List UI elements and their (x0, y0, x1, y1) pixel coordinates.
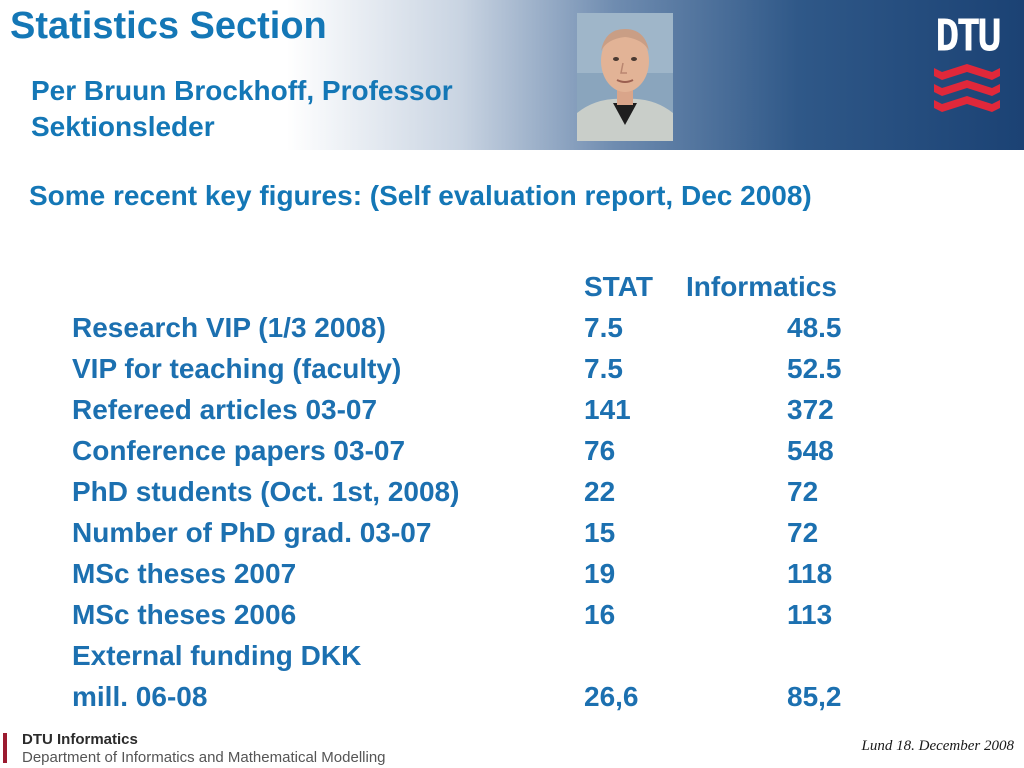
stat-value: 7.5 (584, 312, 623, 343)
dtu-logo-icon (930, 10, 1004, 120)
informatics-value: 52.5 (787, 353, 842, 384)
row-label: Refereed articles 03-07 (72, 394, 378, 425)
row-label: Number of PhD grad. 03-07 (72, 517, 432, 548)
informatics-value: 85,2 (787, 681, 842, 712)
presenter-role: Sektionsleder (31, 111, 215, 142)
row-label: MSc theses 2006 (72, 599, 297, 630)
footer-accent-bar (3, 733, 7, 763)
table-row (72, 348, 972, 389)
table-row (72, 389, 972, 430)
table-row (72, 512, 972, 553)
row-label: Conference papers 03-07 (72, 435, 406, 466)
informatics-value: 372 (787, 394, 834, 425)
stat-value: 19 (584, 558, 616, 589)
stat-value: 76 (584, 435, 616, 466)
informatics-value: 72 (787, 476, 819, 507)
informatics-value: 48.5 (787, 312, 842, 343)
presenter-name: Per Bruun Brockhoff, Professor (31, 75, 453, 106)
row-label: Research VIP (1/3 2008) (72, 312, 386, 343)
stat-value: 7.5 (584, 353, 623, 384)
table-row (72, 553, 972, 594)
section-heading: Some recent key figures: (Self evaluation report, Dec 2008) (29, 180, 812, 211)
key-figures-table (72, 266, 972, 717)
row-label: External funding DKK (72, 640, 362, 671)
dtu-logo-text: DTU (935, 10, 999, 62)
column-header-informatics: Informatics (686, 271, 837, 302)
informatics-value: 548 (787, 435, 834, 466)
table-row (72, 635, 972, 676)
table-header-row (72, 266, 972, 307)
table-row (72, 676, 972, 717)
page-title: Statistics Section (10, 5, 327, 47)
informatics-value: 72 (787, 517, 819, 548)
row-label: mill. 06-08 (72, 681, 208, 712)
row-label: PhD students (Oct. 1st, 2008) (72, 476, 460, 507)
table-row (72, 307, 972, 348)
footer-department: Department of Informatics and Mathematical Modelling (22, 749, 386, 766)
footer-brand: DTU Informatics (22, 731, 138, 748)
informatics-value: 118 (787, 558, 833, 589)
column-header-stat: STAT (584, 271, 653, 302)
portrait-photo (577, 13, 673, 141)
stat-value: 26,6 (584, 681, 639, 712)
table-row (72, 594, 972, 635)
stat-value: 141 (584, 394, 631, 425)
table-row (72, 471, 972, 512)
stat-value: 22 (584, 476, 616, 507)
footer-date: Lund 18. December 2008 (861, 738, 1014, 754)
row-label: VIP for teaching (faculty) (72, 353, 402, 384)
stat-value: 15 (584, 517, 616, 548)
header-banner (0, 0, 1024, 150)
stat-value: 16 (584, 599, 616, 630)
row-label: MSc theses 2007 (72, 558, 297, 589)
presenter-info (31, 73, 453, 145)
informatics-value: 113 (787, 599, 833, 630)
table-row (72, 430, 972, 471)
